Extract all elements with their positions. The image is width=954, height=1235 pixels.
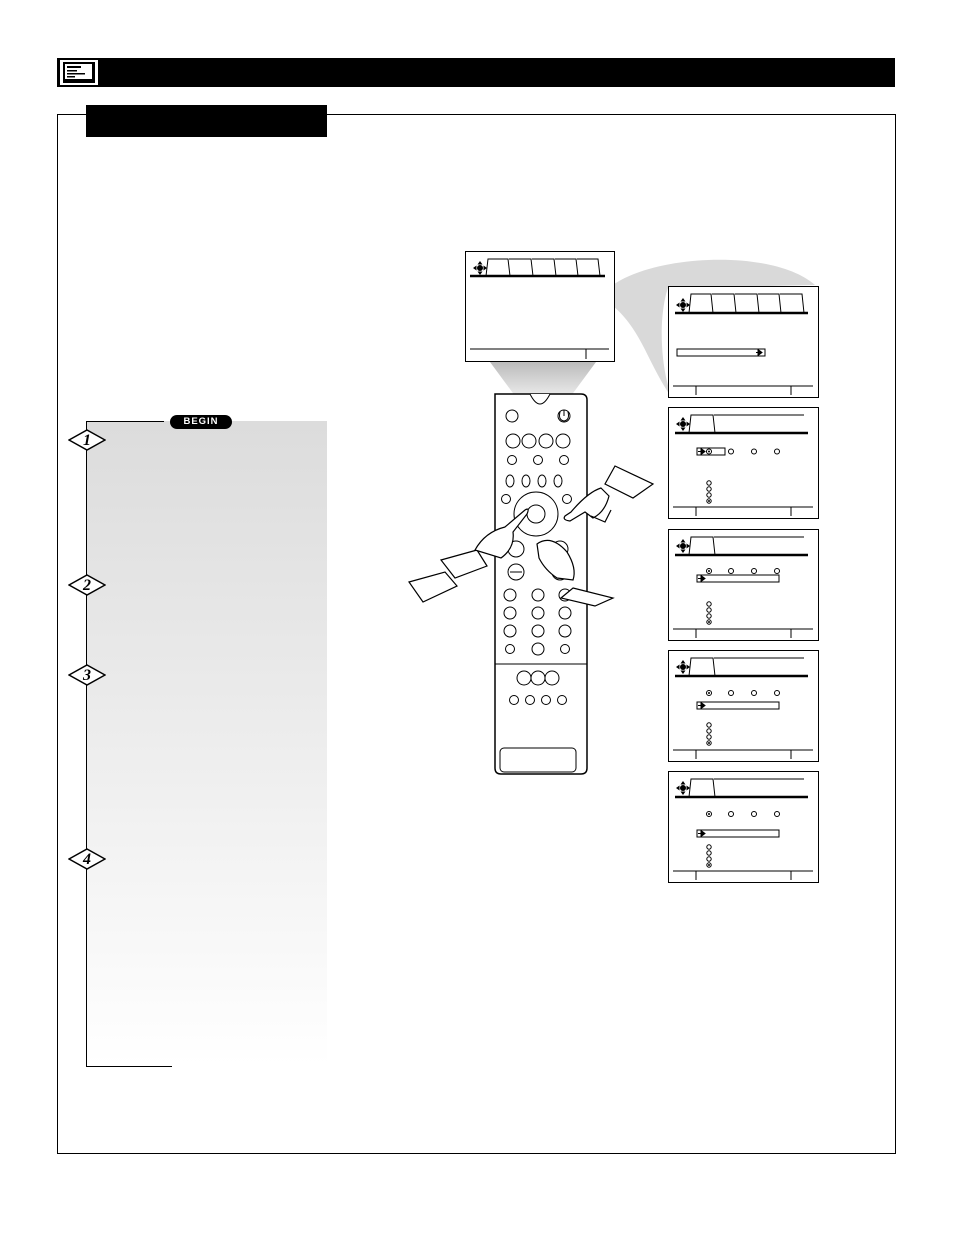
step-3-marker [68,664,106,686]
remote-body [495,394,587,774]
tv-submenu-screen-2 [668,407,819,519]
step-4-marker [68,848,106,870]
section-title-tab [86,105,327,137]
tv-submenu-screen-5 [668,771,819,883]
step-2-marker [68,574,106,596]
cross-arrows-icon [676,660,690,674]
steps-divider-top [86,421,164,422]
steps-panel [87,421,327,1066]
cross-arrows-icon [676,417,690,431]
tv-menu-icon [59,59,99,86]
steps-divider-bottom [86,1066,172,1067]
step-1-number: 1 [83,432,91,449]
remote-control-icon [405,392,661,776]
cross-arrows-icon [473,261,487,275]
cross-arrows-icon [676,539,690,553]
step-2-number: 2 [83,577,91,594]
begin-badge: BEGIN [170,415,232,429]
tv-submenu-screen-1 [668,286,819,398]
cross-arrows-icon [676,781,690,795]
tv-submenu-screen-4 [668,650,819,762]
tv-submenu-screen-3 [668,529,819,641]
tv-main-menu-screen [465,251,615,362]
cross-arrows-icon [676,298,690,312]
step-4-number: 4 [83,851,91,868]
step-1-marker [68,429,106,451]
step-3-number: 3 [83,667,91,684]
header-bar [57,58,895,87]
steps-divider-vertical [86,421,87,1067]
